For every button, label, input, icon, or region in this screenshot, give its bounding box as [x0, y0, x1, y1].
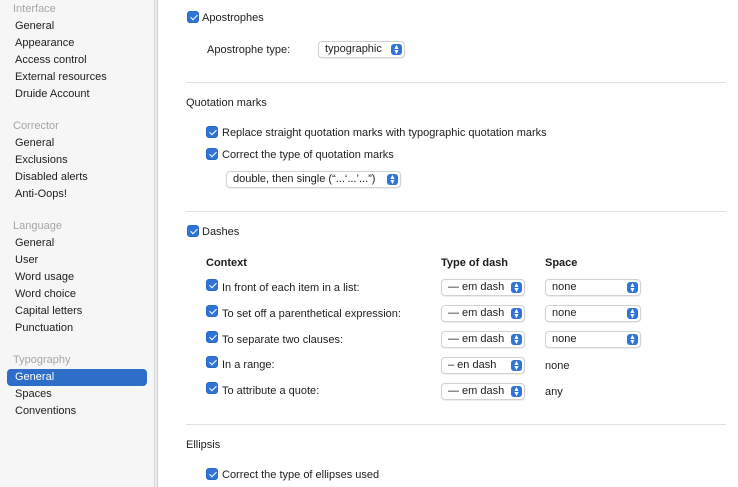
sidebar-header: Interface [13, 3, 56, 15]
sidebar [0, 0, 155, 487]
sidebar-section-interface [0, 1, 155, 103]
dash-type-value: — em dash [448, 333, 505, 345]
dash-space-value: none [552, 333, 577, 345]
dash-row-checkbox[interactable] [206, 356, 218, 368]
dash-row-checkbox[interactable] [206, 331, 218, 343]
sidebar-item-conventions[interactable]: Conventions [15, 405, 77, 417]
sidebar-header: Typography [13, 354, 71, 366]
dash-row-label: In front of each item in a list: [222, 282, 360, 294]
dash-type-value: — em dash [448, 307, 505, 319]
dash-row-checkbox[interactable] [206, 279, 218, 291]
sidebar-section-corrector [0, 118, 155, 203]
sidebar-item-anti-oops[interactable]: Anti-Oops! [15, 188, 67, 200]
sidebar-item-capital-letters[interactable]: Capital letters [15, 305, 83, 317]
popup-arrows-icon: ▲ ▼ [391, 44, 402, 55]
popup-arrows-icon: ▲ ▼ [627, 308, 638, 319]
popup-arrows-icon: ▲ ▼ [511, 282, 522, 293]
dashes-label: Dashes [202, 226, 240, 238]
popup-arrows-icon: ▲ ▼ [511, 334, 522, 345]
sidebar-item-interface-general[interactable]: General [15, 20, 55, 32]
divider [186, 211, 726, 212]
dash-space-popup[interactable] [545, 279, 641, 296]
dash-row-checkbox[interactable] [206, 305, 218, 317]
sidebar-item-language-general[interactable]: General [15, 237, 55, 249]
sidebar-header: Corrector [13, 120, 59, 132]
dash-space-value: none [545, 360, 570, 372]
apostrophes-label: Apostrophes [202, 12, 264, 24]
quotation-marks-title: Quotation marks [186, 97, 267, 109]
ellipsis-title: Ellipsis [186, 439, 221, 451]
sidebar-section-typography [0, 352, 155, 420]
sidebar-item-punctuation[interactable]: Punctuation [15, 322, 74, 334]
context-column-header: Context [206, 257, 247, 269]
dashes-checkbox[interactable] [187, 225, 199, 237]
popup-arrows-icon: ▲ ▼ [511, 308, 522, 319]
sidebar-header: Language [13, 220, 62, 232]
replace-quotes-label: Replace straight quotation marks with typographic quotation marks [222, 127, 547, 139]
sidebar-divider[interactable] [155, 0, 158, 487]
dash-type-popup[interactable] [441, 331, 525, 348]
correct-quotes-checkbox[interactable] [206, 148, 218, 160]
sidebar-item-exclusions[interactable]: Exclusions [15, 154, 68, 166]
sidebar-item-appearance[interactable]: Appearance [15, 37, 75, 49]
sidebar-item-access-control[interactable]: Access control [15, 54, 87, 66]
sidebar-item-typography-general[interactable]: General [7, 369, 147, 386]
quotation-type-popup[interactable] [226, 171, 401, 188]
divider [186, 82, 726, 83]
popup-arrows-icon: ▲ ▼ [627, 334, 638, 345]
correct-ellipses-label: Correct the type of ellipses used [222, 469, 380, 481]
dash-space-popup[interactable] [545, 331, 641, 348]
dash-type-popup[interactable] [441, 305, 525, 322]
dash-space-popup[interactable] [545, 305, 641, 322]
sidebar-section-language [0, 218, 155, 337]
sidebar-item-word-usage[interactable]: Word usage [15, 271, 75, 283]
sidebar-item-external-resources[interactable]: External resources [15, 71, 107, 83]
popup-arrows-icon: ▲ ▼ [627, 282, 638, 293]
apostrophe-type-value: typographic [325, 43, 382, 55]
dash-row-label: To set off a parenthetical expression: [222, 308, 401, 320]
sidebar-item-user[interactable]: User [15, 254, 39, 266]
dash-row-checkbox[interactable] [206, 382, 218, 394]
popup-arrows-icon: ▲ ▼ [387, 174, 398, 185]
dash-type-popup[interactable] [441, 279, 525, 296]
sidebar-item-corrector-general[interactable]: General [15, 137, 55, 149]
dash-row-label: To separate two clauses: [222, 334, 344, 346]
divider [186, 424, 726, 425]
dash-type-popup[interactable] [441, 357, 525, 374]
type-column-header: Type of dash [441, 257, 509, 269]
main-panel [160, 0, 738, 487]
apostrophes-checkbox[interactable] [187, 11, 199, 23]
quotation-type-value: double, then single (“...‘...’...”) [233, 173, 376, 185]
sidebar-item-druide-account[interactable]: Druide Account [15, 88, 90, 100]
dash-space-value: none [552, 281, 577, 293]
dash-space-value: any [545, 386, 563, 398]
apostrophe-type-label: Apostrophe type: [207, 44, 291, 56]
dash-row-label: In a range: [222, 359, 275, 371]
dash-row-label: To attribute a quote: [222, 385, 320, 397]
apostrophe-type-popup[interactable] [318, 41, 405, 58]
space-column-header: Space [545, 257, 578, 269]
dash-type-value: – en dash [448, 359, 497, 371]
sidebar-item-word-choice[interactable]: Word choice [15, 288, 76, 300]
replace-quotes-checkbox[interactable] [206, 126, 218, 138]
dash-type-value: — em dash [448, 281, 505, 293]
popup-arrows-icon: ▲ ▼ [511, 386, 522, 397]
popup-arrows-icon: ▲ ▼ [511, 360, 522, 371]
correct-quotes-label: Correct the type of quotation marks [222, 149, 394, 161]
correct-ellipses-checkbox[interactable] [206, 468, 218, 480]
dash-type-popup[interactable] [441, 383, 525, 400]
sidebar-item-spaces[interactable]: Spaces [15, 388, 52, 400]
sidebar-item-disabled-alerts[interactable]: Disabled alerts [15, 171, 88, 183]
dash-space-value: none [552, 307, 577, 319]
dash-type-value: — em dash [448, 385, 505, 397]
